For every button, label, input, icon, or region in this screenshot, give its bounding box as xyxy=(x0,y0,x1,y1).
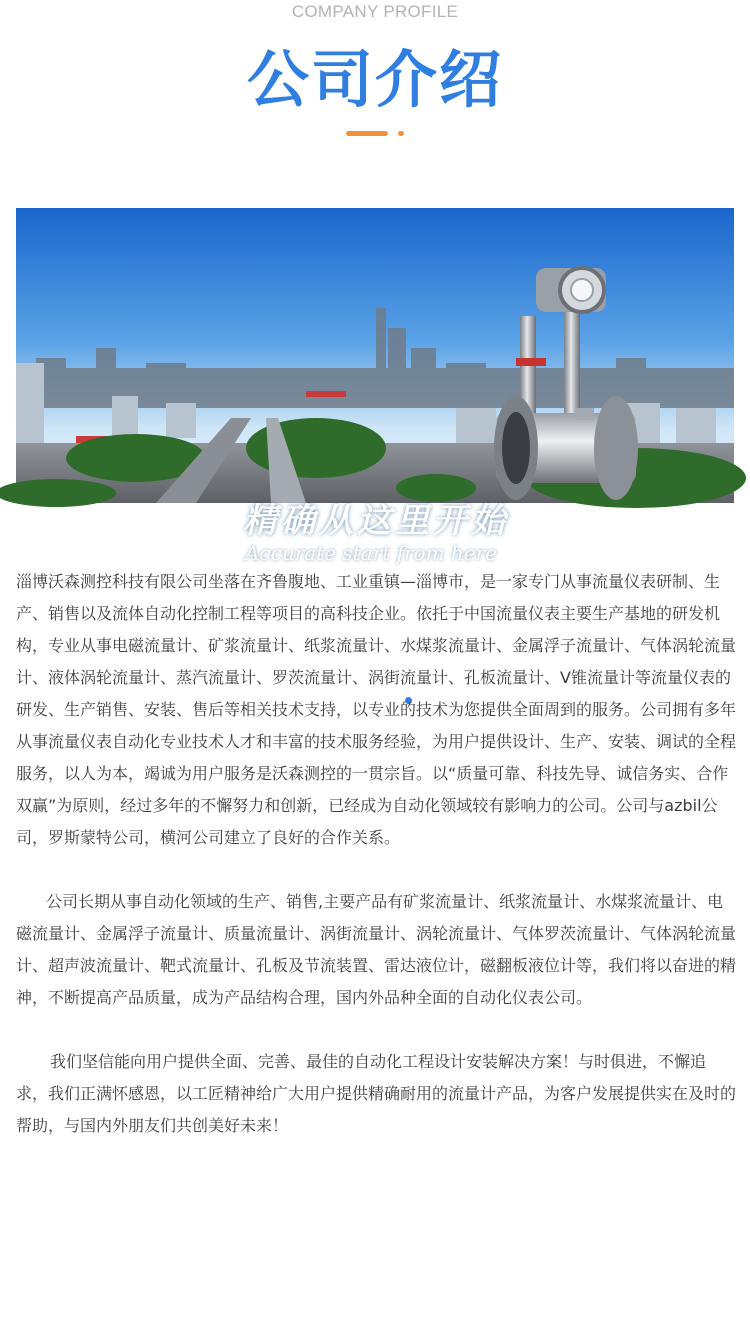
title-divider-dot xyxy=(398,131,404,136)
banner-carousel[interactable] xyxy=(16,208,734,565)
company-intro-content xyxy=(16,566,736,1142)
intro-paragraph-1: 淄博沃森测控科技有限公司坐落在齐鲁腹地、工业重镇—淄博市，是一家专门从事流量仪表研制、生产、销售以及流体自动化控制工程等项目的高科技企业。依托于中国流量仪表主要生产基地的研发机构，专业从事电磁流量计、矿浆流量计、纸浆流量计、水煤浆流量计、金属浮子流量计、气体涡轮流量计、液体涡轮流量计、蒸汽流量计、罗茨流量计、涡街流量计、孔板流量计、V锥流量计等流量仪表的研发、生产销售、安装、售后等相关技术支持，以专业的技术为您提供全面周到的服务。公司拥有多年从事流量仪表自动化专业技术人才和丰富的技术服务经验，为用户提供设计、生产、安装、调试的全程服务，以人为本，竭诚为用户服务是沃森测控的一贯宗旨。以“质量可靠、科技先导、诚信务实、合作双赢”为原则，经过多年的不懈努力和创新，已经成为自动化领域较有影响力的公司。公司与azbil公司，罗斯蒙特公司，横河公司建立了良好的合作关系。 xyxy=(16,572,737,847)
banner-slogan-cn: 精确从这里开始 xyxy=(243,501,509,541)
intro-paragraph-3: 我们坚信能向用户提供全面、完善、最佳的自动化工程设计安装解决方案！与时俱进，不懈追求，我们正满怀感恩，以工匠精神给广大用户提供精确耐用的流量计产品，为客户发展提供实在及时的帮助，与国内外朋友们共创美好未来！ xyxy=(16,1052,737,1135)
intro-paragraph-2: 公司长期从事自动化领域的生产、销售,主要产品有矿浆流量计、纸浆流量计、水煤浆流量计、电磁流量计、金属浮子流量计、质量流量计、涡街流量计、涡轮流量计、气体罗茨流量计、气体涡轮流量计、超声波流量计、靶式流量计、孔板及节流装置、雷达液位计，磁翻板液位计等，我们将以奋进的精神，不断提高产品质量，成为产品结构合理，国内外品种全面的自动化仪表公司。 xyxy=(16,892,737,1007)
title-divider-bar xyxy=(346,131,388,136)
banner-slogan-en: Accurate start from here xyxy=(244,541,498,565)
section-subtitle: COMPANY PROFILE xyxy=(291,2,459,21)
page-title: 公司介绍 xyxy=(246,43,503,116)
banner-image xyxy=(16,208,734,503)
